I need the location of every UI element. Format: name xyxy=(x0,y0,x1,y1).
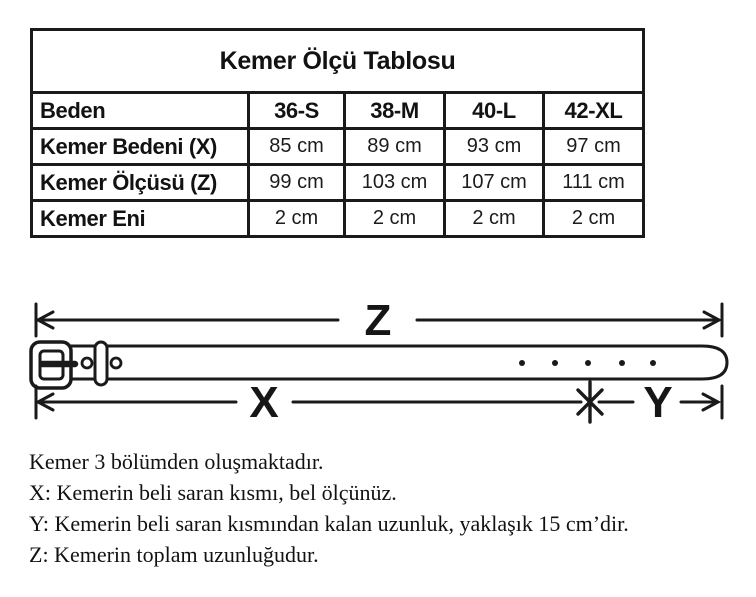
row-label-kemer-eni: Kemer Eni xyxy=(32,201,249,237)
cell-value: 107 cm xyxy=(445,165,544,201)
belt-size-table xyxy=(30,28,645,238)
belt-hole-left xyxy=(82,358,92,368)
x-label: X xyxy=(249,378,279,427)
cell-value: 2 cm xyxy=(249,201,345,237)
dimension-arrow-y xyxy=(599,378,722,427)
note-line-y: Y: Kemerin beli saran kısmından kalan uzunluk, yaklaşık 15 cm’dir. xyxy=(29,511,629,536)
size-header-40-l: 40-L xyxy=(445,93,544,129)
cell-value: 111 cm xyxy=(544,165,644,201)
row-label-kemer-bedeni: Kemer Bedeni (X) xyxy=(32,129,249,165)
cell-value: 93 cm xyxy=(445,129,544,165)
header-beden-label: Beden xyxy=(32,93,249,129)
table-row-kemer-bedeni xyxy=(32,129,644,165)
dimension-arrow-z xyxy=(36,296,722,345)
row-label-kemer-olcusu: Kemer Ölçüsü (Z) xyxy=(32,165,249,201)
table-row-kemer-eni xyxy=(32,201,644,237)
cell-value: 103 cm xyxy=(345,165,445,201)
table-title-row xyxy=(32,30,644,93)
dimension-arrow-x xyxy=(36,378,581,427)
belt-buckle xyxy=(31,342,75,388)
notes-block xyxy=(29,446,749,570)
note-line-intro: Kemer 3 bölümden oluşmaktadır. xyxy=(29,449,324,474)
cell-value: 97 cm xyxy=(544,129,644,165)
note-line-x: X: Kemerin beli saran kısmı, bel ölçünüz. xyxy=(29,480,397,505)
table-title: Kemer Ölçü Tablosu xyxy=(32,30,644,93)
belt-measurement-diagram xyxy=(0,282,756,442)
cell-value: 2 cm xyxy=(345,201,445,237)
cell-value: 2 cm xyxy=(544,201,644,237)
size-header-42-xl: 42-XL xyxy=(544,93,644,129)
size-header-38-m: 38-M xyxy=(345,93,445,129)
belt-hole-right xyxy=(111,358,121,368)
z-label: Z xyxy=(364,296,392,345)
belt-strap xyxy=(70,346,727,379)
belt-keeper-loop xyxy=(95,342,107,385)
cell-value: 99 cm xyxy=(249,165,345,201)
table-header-row xyxy=(32,93,644,129)
note-line-z: Z: Kemerin toplam uzunluğudur. xyxy=(29,542,319,567)
cell-value: 85 cm xyxy=(249,129,345,165)
size-header-36-s: 36-S xyxy=(249,93,345,129)
y-label: Y xyxy=(643,378,673,427)
cell-value: 2 cm xyxy=(445,201,544,237)
cell-value: 89 cm xyxy=(345,129,445,165)
table-row-kemer-olcusu xyxy=(32,165,644,201)
